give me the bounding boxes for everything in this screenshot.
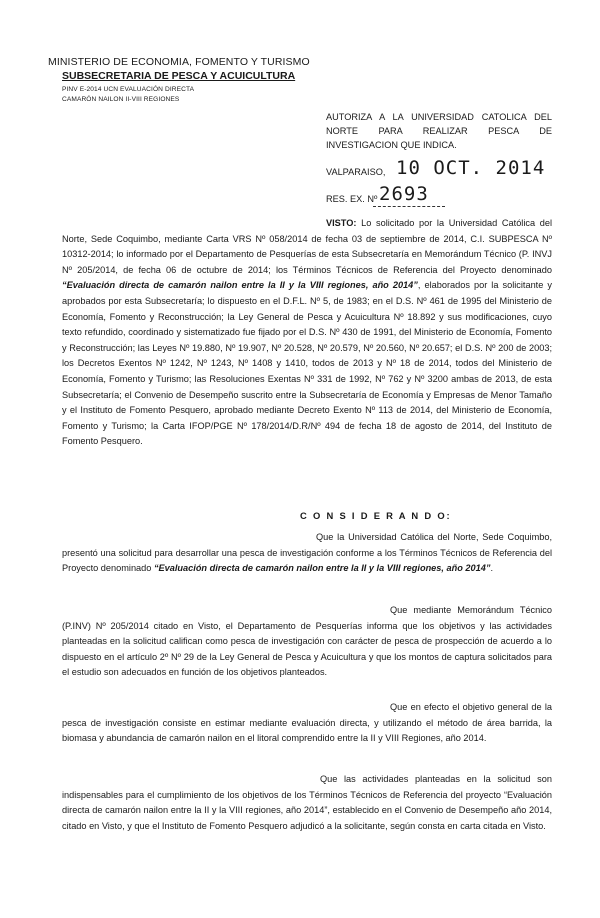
reference-line-1: PINV E-2014 UCN EVALUACIÓN DIRECTA [62,86,195,93]
considerando-p3-text: Que en efecto el objetivo general de la pesca de investigación consiste en estimar mediante evaluación directa, y utilizando el método de área barrida, la biomasa y abundancia de camarón nailon en el litoral comprendido entre la II y VIII Regiones, año 2014. [62,702,552,744]
considerando-p4-text: Que las actividades planteadas en la solicitud son indispensables para el cumplimiento de los objetivos de los Términos Técnicos de Referencia del proyecto “Evaluación directa de camarón nailon entre la II y la VIII regiones, año 2014”, establecido en el Convenio de Desempeño año 2014, citado en Visto, y que el Instituto de Fomento Pesquero adjudicó a la solicitante, según consta en carta citada en Visto. [62,774,552,831]
visto-paragraph [62,216,552,450]
visto-label: VISTO: [326,218,357,228]
subsecretaria-name: SUBSECRETARIA DE PESCA Y ACUICULTURA [62,70,296,82]
reference-line-2: CAMARÓN NAILON II-VIII REGIONES [62,96,180,103]
considerando-p1-end: . [490,563,493,574]
date-stamp: 10 OCT. 2014 [396,157,546,179]
resolution-label: RES. EX. Nº [326,194,378,204]
considerando-paragraph-1 [62,530,552,577]
visto-project-title: “Evaluación directa de camarón nailon entre la II y la VIII regiones, año 2014” [62,280,418,291]
ministry-name: MINISTERIO DE ECONOMIA, FOMENTO Y TURISMO [48,56,310,68]
considerando-paragraph-2 [62,603,552,681]
considerando-p2-text: Que mediante Memorándum Técnico (P.INV) Nº 205/2014 citado en Visto, el Departamento de Pesquerías informa que los objetivos y las actividades planteadas en la solicitud califican como pesca de investigación con carácter de pesca de prospección de acuerdo a lo dispuesto en el artículo 2º Nº 29 de la Ley General de Pesca y Acuicultura y que los montos de captura solicitados para el estudio son adecuados en función de los objetivos planteados. [62,605,552,678]
resolution-underline [373,206,445,207]
considerando-p1-title: “Evaluación directa de camarón nailon entre la II y la VIII regiones, año 2014” [153,563,491,574]
considerando-paragraph-4 [62,772,552,834]
considerando-heading: C O N S I D E R A N D O: [300,510,452,521]
visto-text-1: Lo solicitado por la Universidad Católica del Norte, Sede Coquimbo, mediante Carta VRS Nº 058/2014 de fecha 03 de septiembre de 2014, C.I. SUBPESCA Nº 10312-2014; lo informado por el Departamento de Pesquerías de esta Subsecretaría en Memorándum Técnico (P. INVJ Nº 205/2014, de fecha 06 de octubre de 2014; los Términos Técnicos de Referencia del Proyecto denominado [62,218,553,275]
place-label: VALPARAISO, [326,167,386,177]
considerando-paragraph-3 [62,700,552,747]
resolution-number: 2693 [379,183,429,205]
resolution-subject: AUTORIZA A LA UNIVERSIDAD CATOLICA DEL NORTE PARA REALIZAR PESCA DE INVESTIGACION QUE INDICA. [326,112,552,150]
considerando-p1-text: Que la Universidad Católica del Norte, Sede Coquimbo, presentó una solicitud para desarrollar una pesca de investigación conforme a los Términos Técnicos de Referencia del Proyecto denominado [62,532,552,574]
visto-text-2: , elaborados por la solicitante y aprobados por esta Subsecretaría; lo dispuesto en el D.F.L. Nº 5, de 1983; en el D.S. Nº 461 de 1995 del Ministerio de Economía, Fomento y Reconstrucción; la Ley General de Pesca y Acuicultura Nº 18.892 y sus modificaciones, cuyo texto refundido, coordinado y sistematizado fue fijado por el D.S. Nº 430 de 1991, del Ministerio de Economía, Fomento y Reconstrucción; las Leyes Nº 19.880, Nº 19.907, Nº 20.528, Nº 20.579, Nº 20.560, Nº 20.657; el D.S. Nº 200 de 2003; los Decretos Exentos Nº 1242, Nº 1243, Nº 1408 y 1410, todos de 2013 y Nº 18 de 2014, todos del Ministerio de Economía, Fomento y Turismo; las Resoluciones Exentas Nº 331 de 1992, Nº 762 y Nº 3200 ambas de 2013, de esta Subsecretaría; el Convenio de Desempeño suscrito entre la Subsecretaría de Economía y Empresas de Menor Tamaño y el Instituto de Fomento Pesquero, aprobado mediante Decreto Exento Nº 113 de 2014, del Ministerio de Economía, Fomento y Turismo; la Carta IFOP/PGE Nº 178/2014/D.R/Nº 494 de fecha 18 de agosto de 2014, del Instituto de Fomento Pesquero. [62,280,552,447]
